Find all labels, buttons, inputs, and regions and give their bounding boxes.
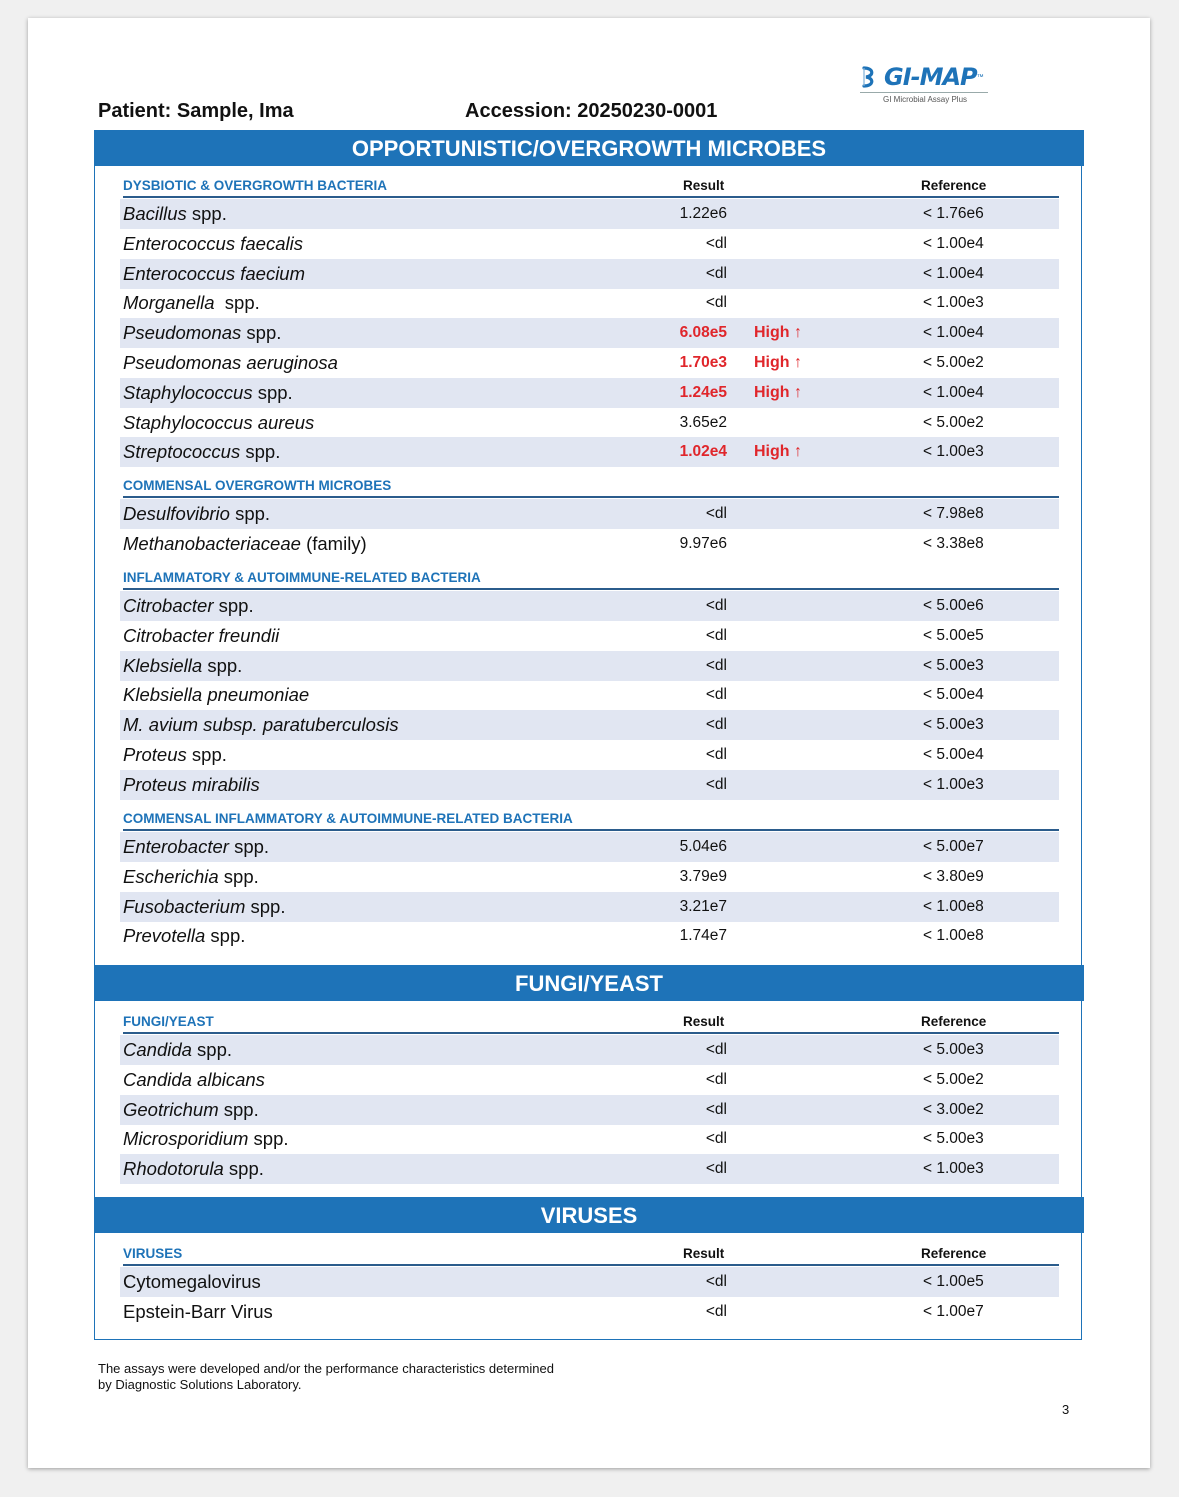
organism-name xyxy=(123,1069,265,1091)
organism-name xyxy=(123,1158,264,1180)
gi-map-logo xyxy=(860,64,990,104)
reference-value: < 5.00e3 xyxy=(923,656,984,674)
group-header xyxy=(123,1014,1059,1034)
organism-genus: Citrobacter xyxy=(123,595,214,616)
organism-genus: Rhodotorula xyxy=(123,1158,224,1180)
organism-qualifier: spp. xyxy=(205,925,246,947)
organism-name xyxy=(123,866,259,888)
result-value: <dl xyxy=(705,1302,727,1320)
result-value: 1.70e3 xyxy=(679,354,727,371)
organism-qualifier: spp. xyxy=(186,203,227,224)
result-value: <dl xyxy=(705,716,727,734)
organism-name xyxy=(123,774,260,796)
result-value: <dl xyxy=(705,1273,727,1290)
high-flag: High ↑ xyxy=(754,443,802,461)
organism-name xyxy=(123,744,227,766)
reference-value: < 3.80e9 xyxy=(923,867,984,885)
organism-name xyxy=(123,503,270,525)
result-value: 6.08e5 xyxy=(679,324,727,342)
high-flag: High ↑ xyxy=(754,354,802,371)
patient-name: Patient: Sample, Ima xyxy=(98,100,294,122)
group-header xyxy=(123,570,1059,590)
organism-qualifier: Epstein-Barr Virus xyxy=(123,1300,273,1322)
organism-name xyxy=(123,203,227,225)
table-row xyxy=(120,621,1059,651)
dna-logo-icon xyxy=(860,65,878,89)
result-value: <dl xyxy=(705,234,727,252)
organism-genus: Klebsiella pneumoniae xyxy=(123,684,310,706)
result-value: <dl xyxy=(705,1041,727,1058)
organism-name xyxy=(123,684,309,706)
table-row xyxy=(120,651,1059,681)
reference-value: < 5.00e4 xyxy=(923,686,984,704)
organism-name xyxy=(123,1271,261,1293)
organism-genus: Geotrichum xyxy=(123,1098,219,1120)
organism-genus: Fusobacterium xyxy=(123,895,246,917)
result-value: 1.74e7 xyxy=(679,927,727,945)
organism-qualifier: spp. xyxy=(186,744,227,765)
reference-value: < 1.00e8 xyxy=(923,927,984,945)
result-value: <dl xyxy=(705,294,727,312)
result-value: 3.65e2 xyxy=(679,413,727,431)
organism-genus: Proteus mirabilis xyxy=(123,773,260,795)
reference-column-header: Reference xyxy=(921,1246,987,1261)
result-value: 1.22e6 xyxy=(679,205,727,222)
organism-name xyxy=(123,1128,289,1150)
organism-genus: Enterococcus faecium xyxy=(123,262,306,284)
reference-value: < 1.00e7 xyxy=(923,1302,984,1320)
group-header xyxy=(123,1246,1059,1266)
reference-value: < 1.00e4 xyxy=(923,234,984,252)
organism-genus: Bacillus xyxy=(123,203,187,224)
organism-name xyxy=(123,836,269,858)
result-value: 1.24e5 xyxy=(679,383,727,401)
table-row xyxy=(120,1297,1059,1327)
result-value: 3.21e7 xyxy=(679,897,727,915)
result-value: <dl xyxy=(705,1160,727,1178)
organism-qualifier: Cytomegalovirus xyxy=(123,1271,261,1292)
organism-name xyxy=(123,292,260,314)
organism-genus: Staphylococcus aureus xyxy=(123,411,315,433)
group-header xyxy=(123,178,1059,198)
organism-name xyxy=(123,441,280,463)
results-panel xyxy=(94,130,1082,1340)
organism-qualifier: spp. xyxy=(213,595,254,616)
organism-genus: Morganella xyxy=(123,292,215,314)
group-header xyxy=(123,811,1059,831)
section-band: OPPORTUNISTIC/OVERGROWTH MICROBES xyxy=(94,130,1084,166)
table-row xyxy=(120,529,1059,559)
table-row xyxy=(120,259,1059,289)
reference-value: < 1.76e6 xyxy=(923,205,984,222)
result-value: <dl xyxy=(705,505,727,522)
reference-value: < 5.00e3 xyxy=(923,1041,984,1058)
group-title: DYSBIOTIC & OVERGROWTH BACTERIA xyxy=(123,178,388,193)
reference-column-header: Reference xyxy=(921,178,987,193)
reference-value: < 7.98e8 xyxy=(923,505,984,522)
result-value: <dl xyxy=(705,1130,727,1148)
reference-value: < 1.00e4 xyxy=(923,264,984,282)
organism-name xyxy=(123,412,314,434)
reference-value: < 5.00e3 xyxy=(923,716,984,734)
table-row xyxy=(120,1124,1059,1154)
page-number: 3 xyxy=(1062,1402,1070,1417)
table-row xyxy=(120,892,1059,922)
table-row xyxy=(120,1267,1059,1297)
organism-name xyxy=(123,625,279,647)
high-flag: High ↑ xyxy=(754,383,802,401)
organism-genus: Citrobacter freundii xyxy=(123,624,280,646)
result-value: 3.79e9 xyxy=(679,867,727,885)
table-row xyxy=(120,378,1059,408)
organism-qualifier: spp. xyxy=(218,865,259,887)
organism-qualifier: spp. xyxy=(241,322,282,344)
report-page xyxy=(28,18,1150,1468)
organism-name xyxy=(123,233,303,255)
table-row xyxy=(120,229,1059,259)
reference-value: < 3.00e2 xyxy=(923,1100,984,1118)
organism-genus: M. avium subsp. paratuberculosis xyxy=(123,714,399,736)
organism-genus: Desulfovibrio xyxy=(123,503,230,524)
organism-name xyxy=(123,382,293,404)
organism-qualifier: spp. xyxy=(248,1128,289,1150)
table-row xyxy=(120,348,1059,378)
organism-qualifier: spp. xyxy=(252,381,293,403)
result-value: 5.04e6 xyxy=(679,838,727,855)
organism-name xyxy=(123,655,242,677)
table-row xyxy=(120,1154,1059,1184)
footer-note: The assays were developed and/or the performance characteristics determined by Diagnostic Solutions Laboratory. xyxy=(98,1361,554,1392)
reference-value: < 1.00e4 xyxy=(923,383,984,401)
organism-genus: Klebsiella xyxy=(123,654,203,676)
result-value: <dl xyxy=(705,775,727,793)
table-row xyxy=(120,710,1059,740)
high-flag: High ↑ xyxy=(754,324,802,342)
logo-trademark: ™ xyxy=(976,73,984,81)
reference-value: < 5.00e7 xyxy=(923,838,984,855)
table-row xyxy=(120,680,1059,710)
result-value: <dl xyxy=(705,626,727,644)
organism-qualifier: spp. xyxy=(240,441,281,463)
table-row xyxy=(120,1065,1059,1095)
table-row xyxy=(120,499,1059,529)
organism-name xyxy=(123,263,305,285)
table-row xyxy=(120,318,1059,348)
result-value: <dl xyxy=(705,1100,727,1118)
reference-value: < 1.00e3 xyxy=(923,1160,984,1178)
table-row xyxy=(120,1095,1059,1125)
result-value: <dl xyxy=(705,1070,727,1088)
organism-name xyxy=(123,1301,273,1323)
organism-genus: Enterococcus faecalis xyxy=(123,232,303,254)
table-row xyxy=(120,288,1059,318)
organism-genus: Staphylococcus xyxy=(123,381,253,403)
group-header xyxy=(123,478,1059,498)
reference-value: < 1.00e3 xyxy=(923,294,984,312)
organism-qualifier: spp. xyxy=(245,895,286,917)
table-row xyxy=(120,921,1059,951)
result-value: <dl xyxy=(705,656,727,674)
reference-value: < 5.00e2 xyxy=(923,413,984,431)
reference-column-header: Reference xyxy=(921,1014,987,1029)
table-row xyxy=(120,770,1059,800)
reference-value: < 1.00e8 xyxy=(923,897,984,915)
reference-value: < 5.00e2 xyxy=(923,1070,984,1088)
reference-value: < 1.00e3 xyxy=(923,443,984,461)
reference-value: < 5.00e4 xyxy=(923,746,984,763)
result-column-header: Result xyxy=(683,1014,725,1029)
table-row xyxy=(120,740,1059,770)
group-title: VIRUSES xyxy=(123,1246,183,1261)
organism-name xyxy=(123,533,367,555)
organism-name xyxy=(123,595,254,617)
table-row xyxy=(120,832,1059,862)
organism-qualifier: spp. xyxy=(214,292,260,314)
reference-value: < 1.00e3 xyxy=(923,775,984,793)
organism-genus: Streptococcus xyxy=(123,441,241,463)
table-row xyxy=(120,199,1059,229)
section-band: VIRUSES xyxy=(94,1197,1084,1233)
organism-genus: Prevotella xyxy=(123,925,206,947)
organism-qualifier: spp. xyxy=(228,836,270,857)
reference-value: < 3.38e8 xyxy=(923,534,984,552)
organism-name xyxy=(123,352,338,374)
organism-qualifier: spp. xyxy=(223,1158,264,1180)
organism-qualifier: spp. xyxy=(202,654,243,676)
organism-name xyxy=(123,322,281,344)
result-value: <dl xyxy=(705,264,727,282)
organism-genus: Candida albicans xyxy=(123,1068,265,1090)
organism-name xyxy=(123,714,399,736)
table-row xyxy=(120,862,1059,892)
organism-qualifier: spp. xyxy=(229,503,271,524)
section-band: FUNGI/YEAST xyxy=(94,965,1084,1001)
group-title: FUNGI/YEAST xyxy=(123,1014,214,1029)
organism-qualifier: (family) xyxy=(300,532,367,554)
logo-divider xyxy=(860,92,988,93)
table-row xyxy=(120,591,1059,621)
organism-qualifier: spp. xyxy=(218,1098,259,1120)
result-value: <dl xyxy=(705,686,727,704)
result-value: <dl xyxy=(705,597,727,614)
reference-value: < 1.00e5 xyxy=(923,1273,984,1290)
group-title: INFLAMMATORY & AUTOIMMUNE-RELATED BACTERIA xyxy=(123,570,481,585)
organism-qualifier: spp. xyxy=(191,1039,233,1060)
logo-title: GI-MAP xyxy=(884,63,977,91)
organism-genus: Proteus xyxy=(123,744,187,765)
reference-value: < 5.00e6 xyxy=(923,597,984,614)
organism-genus: Pseudomonas xyxy=(123,322,242,344)
table-row xyxy=(120,408,1059,438)
table-row xyxy=(120,437,1059,467)
result-value: 1.02e4 xyxy=(679,443,727,461)
result-column-header: Result xyxy=(683,178,725,193)
result-column-header: Result xyxy=(683,1246,725,1261)
organism-genus: Escherichia xyxy=(123,865,219,887)
organism-genus: Methanobacteriaceae xyxy=(123,532,301,554)
table-row xyxy=(120,1035,1059,1065)
organism-name xyxy=(123,1039,232,1061)
group-title: COMMENSAL INFLAMMATORY & AUTOIMMUNE-RELATED BACTERIA xyxy=(123,811,573,826)
organism-genus: Pseudomonas aeruginosa xyxy=(123,352,338,373)
accession-number: Accession: 20250230-0001 xyxy=(465,100,718,122)
organism-name xyxy=(123,896,285,918)
organism-name xyxy=(123,1099,259,1121)
logo-subtitle: GI Microbial Assay Plus xyxy=(882,95,968,104)
organism-genus: Enterobacter xyxy=(123,836,229,857)
organism-name xyxy=(123,925,245,947)
result-value: 9.97e6 xyxy=(679,534,727,552)
reference-value: < 1.00e4 xyxy=(923,324,984,342)
organism-genus: Microsporidium xyxy=(123,1128,249,1150)
reference-value: < 5.00e2 xyxy=(923,354,984,371)
group-title: COMMENSAL OVERGROWTH MICROBES xyxy=(123,478,392,493)
result-value: <dl xyxy=(705,746,727,763)
reference-value: < 5.00e5 xyxy=(923,626,984,644)
reference-value: < 5.00e3 xyxy=(923,1130,984,1148)
organism-genus: Candida xyxy=(123,1039,192,1060)
